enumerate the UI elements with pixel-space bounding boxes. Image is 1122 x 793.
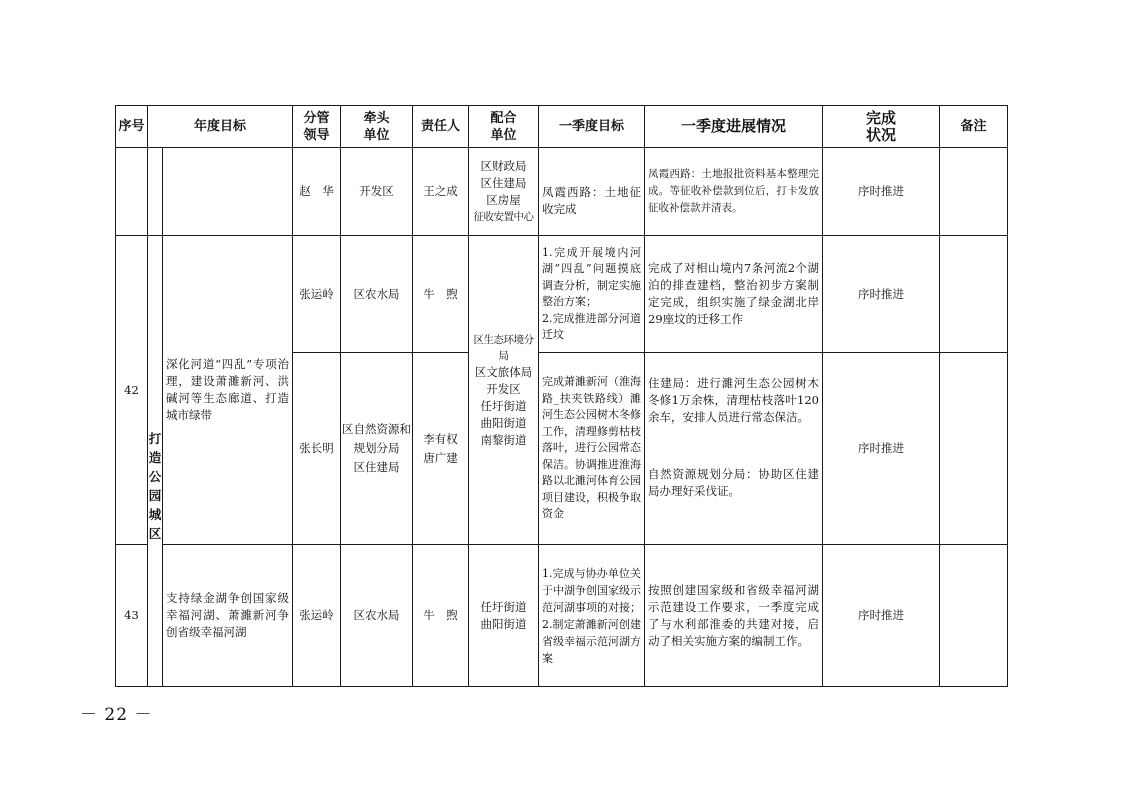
coop-unit-cell: [469, 236, 539, 545]
leader-cell: 张长明: [293, 353, 341, 545]
responsible-cell: 李有权 唐广建: [413, 353, 469, 545]
q1-goal-cell: 凤霞西路：土地征收完成: [539, 148, 645, 236]
annual-goal-cell: 深化河道“四乱”专项治理，建设萧濉新河、洪碱河等生态廊道、打造城市绿带: [163, 236, 293, 545]
seq-cell: [116, 148, 148, 236]
q1-progress-cell: 按照创建国家级和省级幸福河湖示范建设工作要求，一季度完成了与水利部淮委的共建对接，启动了相关实施方案的编制工作。: [645, 545, 823, 687]
responsible-cell: 牛 煦: [413, 545, 469, 687]
category-char: 造: [148, 450, 162, 465]
status-cell: 序时推进: [823, 236, 940, 353]
coop-unit-line: 区财政局: [480, 159, 527, 173]
category-cell: [148, 148, 163, 236]
header-coop-unit: 配合 单位: [469, 106, 539, 148]
category-char: 公: [148, 469, 162, 484]
remarks-cell: [940, 236, 1008, 353]
lead-unit-cell: 区自然资源和规划分局 区住建局: [341, 353, 413, 545]
header-annual-goal: 年度目标: [148, 106, 293, 148]
category-char: 打: [148, 431, 162, 446]
category-char: 城: [148, 507, 162, 522]
q1-goal-cell: 完成萧濉新河（淮海路_扶夹铁路线）濉河生态公园树木冬修工作，清理修剪枯枝落叶，进行公园常态保洁。协调推进淮海路以北濉河体育公园项目建设，积极争取资金: [539, 353, 645, 545]
lead-unit-cell: 区农水局: [341, 545, 413, 687]
q1-goal-cell: 1.完成开展境内河湖“四乱”问题摸底调查分析，制定实施整治方案； 2.完成推进部分河道迁坟: [539, 236, 645, 353]
lead-unit-cell: 区农水局: [341, 236, 413, 353]
coop-unit-line: 开发区: [486, 381, 521, 396]
remarks-cell: [940, 353, 1008, 545]
header-seq: 序号: [116, 106, 148, 148]
category-char: 区: [148, 526, 162, 541]
coop-unit-line: 任圩街道: [480, 398, 527, 413]
table-row: [116, 545, 1008, 687]
coop-unit-line: 南黎街道: [480, 432, 527, 447]
header-status: 完成 状况: [823, 106, 940, 148]
q1-progress-part: 自然资源规划分局：协助区住建局办理好采伐证。: [648, 467, 819, 498]
q1-progress-part: 住建局：进行濉河生态公园树木冬修1万余株，清理枯枝落叶120余车，安排人员进行常态保洁。: [648, 376, 819, 424]
header-q1-progress: 一季度进展情况: [645, 106, 823, 148]
annual-goal-cell: [163, 148, 293, 236]
q1-progress-cell: [645, 353, 823, 545]
coop-unit-line: 曲阳街道: [480, 616, 527, 631]
lead-unit-cell: 开发区: [341, 148, 413, 236]
responsible-cell: 牛 煦: [413, 236, 469, 353]
leader-cell: 赵 华: [293, 148, 341, 236]
category-cell: [148, 236, 163, 687]
table-header-row: [116, 106, 1008, 148]
coop-unit-line: 任圩街道: [480, 599, 527, 614]
responsible-cell: 王之成: [413, 148, 469, 236]
paragraph-gap: [648, 426, 819, 466]
header-remarks: 备注: [940, 106, 1008, 148]
remarks-cell: [940, 545, 1008, 687]
seq-cell: 42: [116, 236, 148, 545]
header-responsible: 责任人: [413, 106, 469, 148]
q1-goal-cell: 1.完成与协办单位关于中湖争创国家级示范河湖事项的对接； 2.制定萧濉新河创建省级幸福示范河湖方案: [539, 545, 645, 687]
status-cell: 序时推进: [823, 353, 940, 545]
table-row: [116, 236, 1008, 353]
header-lead-unit: 牵头 单位: [341, 106, 413, 148]
progress-table: [115, 105, 1008, 687]
coop-unit-line: 曲阳街道: [480, 415, 527, 430]
seq-cell: 43: [116, 545, 148, 687]
leader-cell: 张运岭: [293, 236, 341, 353]
coop-unit-cell: [469, 148, 539, 236]
table-row: [116, 148, 1008, 236]
coop-unit-line: 征收安置中心: [473, 211, 534, 223]
q1-progress-cell: 凤霞西路：土地报批资料基本整理完成。等征收补偿款到位后，打卡发放征收补偿款并清表。: [645, 148, 823, 236]
coop-unit-cell: [469, 545, 539, 687]
coop-unit-line: 区住建局: [480, 176, 527, 190]
coop-unit-line: 区房屋: [486, 193, 521, 207]
leader-cell: 张运岭: [293, 545, 341, 687]
category-char: 园: [148, 488, 162, 503]
header-q1-goal: 一季度目标: [539, 106, 645, 148]
coop-unit-line: 区生态环境分局: [473, 333, 534, 362]
coop-unit-line: 区文旅体局: [474, 364, 533, 379]
header-leader: 分管 领导: [293, 106, 341, 148]
status-cell: 序时推进: [823, 148, 940, 236]
annual-goal-cell: 支持绿金湖争创国家级幸福河湖、萧濉新河争创省级幸福河湖: [163, 545, 293, 687]
remarks-cell: [940, 148, 1008, 236]
q1-progress-cell: 完成了对相山境内7条河流2个湖泊的排查建档，整治初步方案制定完成，组织实施了绿金湖北岸29座坟的迁移工作: [645, 236, 823, 353]
status-cell: 序时推进: [823, 545, 940, 687]
page-number: － 22 －: [80, 705, 153, 725]
